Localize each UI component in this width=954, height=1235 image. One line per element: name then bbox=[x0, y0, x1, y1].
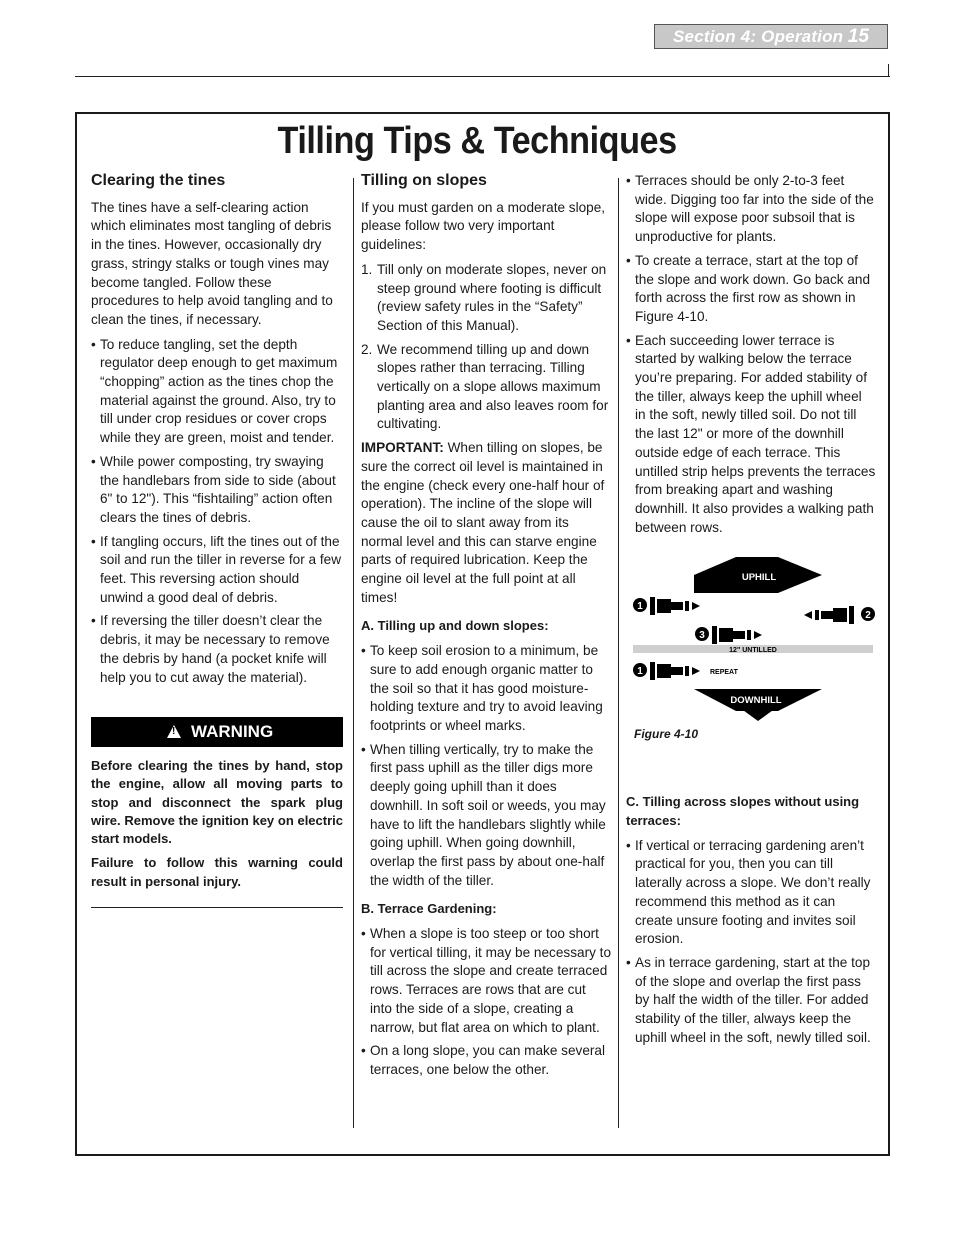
svg-text:2: 2 bbox=[865, 610, 871, 622]
page-title: Tilling Tips & Techniques bbox=[277, 120, 677, 162]
warning-paragraph: Before clearing the tines by hand, stop the engine, allow all moving parts to stop and disconnect the spark plug wire. Remove the ignition key on electric start models. bbox=[91, 758, 343, 847]
bullet-list bbox=[91, 336, 343, 688]
subheading-c: C. Tilling across slopes without using terraces: bbox=[626, 794, 860, 829]
downhill-label: DOWNHILL bbox=[730, 695, 782, 707]
important-note: IMPORTANT: When tilling on slopes, be sure the correct oil level is maintained in the engine (check every one-half hour of operation). The incline of the slope will cause the oil to slant away from its normal level and this can starve engine parts of required lubrication. Keep the engine oil level at the full point at all times! bbox=[361, 440, 605, 605]
subheading-a: A. Tilling up and down slopes: bbox=[361, 618, 549, 634]
untilled-label: 12" UNTILLED bbox=[729, 647, 777, 655]
column-divider-1 bbox=[353, 178, 354, 1128]
svg-text:3: 3 bbox=[699, 630, 705, 642]
list-item: • If reversing the tiller doesn’t clear the debris, it may be necessary to remove the debris by hand (a pocket knife will help you to cut away the material). bbox=[91, 612, 343, 687]
bullet-list bbox=[361, 642, 611, 890]
terrace-figure bbox=[626, 555, 876, 745]
tiller-icon bbox=[804, 606, 854, 624]
warning-text bbox=[91, 757, 343, 890]
uphill-label: UPHILL bbox=[741, 572, 777, 584]
numbered-item: 2. We recommend tilling up and down slopes rather than terracing. Tilling vertically on a slope allows maximum planting area and also leaves room for cultivating. bbox=[361, 341, 611, 435]
tiller-icon bbox=[650, 597, 700, 615]
list-item: • To keep soil erosion to a minimum, be sure to add enough organic matter to the soil so that it has good moisture-holding texture and try to avoid leaving footprints or wheel marks. bbox=[361, 642, 611, 736]
important-label: IMPORTANT: bbox=[361, 440, 444, 456]
terrace-diagram bbox=[626, 555, 876, 745]
warning-banner bbox=[91, 717, 343, 747]
header-rule bbox=[75, 76, 890, 77]
list-item: • If vertical or terracing gardening aren’t practical for you, then you can till laterally across a slope. We don’t really recommend this method as it can create unsure footing and invites soil erosion. bbox=[626, 837, 876, 949]
warning-label: WARNING bbox=[191, 722, 274, 742]
warning-triangle-icon bbox=[167, 725, 181, 738]
bullet-list bbox=[626, 172, 876, 537]
tiller-icon bbox=[650, 662, 700, 680]
section-heading: Tilling on slopes bbox=[361, 172, 487, 189]
repeat-label: REPEAT bbox=[710, 669, 738, 677]
list-item: • When a slope is too steep or too short for vertical tilling, it may be necessary to till across the slope and create terraced rows. Terraces are rows that are cut into the side of a slope, creating a narrow, but flat area on which to plant. bbox=[361, 925, 611, 1037]
subheading-b: B. Terrace Gardening: bbox=[361, 901, 497, 917]
svg-text:1: 1 bbox=[637, 666, 643, 678]
intro-paragraph: The tines have a self-clearing action which eliminates most tangling of debris in the tines. However, occasionally dry grass, stringy stalks or tough vines may become tangled. Follow these procedures to help avoid tangling and to clean the tines, if necessary. bbox=[91, 199, 333, 327]
column-divider-2 bbox=[618, 178, 619, 1128]
list-item: • To create a terrace, start at the top of the slope and work down. Go back and forth across the first row as shown in Figure 4-10. bbox=[626, 252, 876, 327]
list-item: • As in terrace gardening, start at the top of the slope and overlap the first pass by half the width of the tiller. For added stability of the tiller, always keep the uphill wheel in the soft, newly tilled soil. bbox=[626, 954, 876, 1048]
intro-paragraph: If you must garden on a moderate slope, please follow two very important guidelines: bbox=[361, 199, 606, 253]
list-item: • To reduce tangling, set the depth regulator deep enough to get maximum “chopping” action as the tines chop the material against the ground. Also, try to till under crop residues or cover crops while they are green, moist and tender. bbox=[91, 336, 343, 448]
tiller-icon bbox=[712, 626, 762, 644]
numbered-list bbox=[361, 261, 611, 434]
column-terraces bbox=[626, 172, 876, 1053]
section-heading: Clearing the tines bbox=[91, 172, 226, 189]
list-item: • While power composting, try swaying the handlebars from side to side (about 6" to 12"). This “fishtailing” action often clears the tines of debris. bbox=[91, 453, 343, 528]
list-item: • On a long slope, you can make several terraces, one below the other. bbox=[361, 1042, 611, 1079]
page-number: 15 bbox=[847, 26, 869, 47]
bullet-list bbox=[361, 925, 611, 1080]
warning-bottom-rule bbox=[91, 907, 343, 908]
column-clearing-tines bbox=[91, 172, 343, 908]
numbered-item: 1. Till only on moderate slopes, never on steep ground where footing is difficult (review safety rules in the “Safety” Section of this Manual). bbox=[361, 261, 611, 336]
bullet-list bbox=[626, 837, 876, 1048]
section-header-badge bbox=[654, 24, 888, 49]
list-item: • Each succeeding lower terrace is started by walking below the terrace you’re preparing. For added stability of the tiller, always keep the uphill wheel in the soft, newly tilled soil. Do not till the last 12" or more of the downhill outside edge of each terrace. This untilled strip helps prevents the terraces from breaking apart and washing downhill. It also provides a walking path between rows. bbox=[626, 332, 876, 538]
column-tilling-slopes bbox=[361, 172, 611, 1085]
list-item: • Terraces should be only 2-to-3 feet wide. Digging too far into the side of the slope will expose poor subsoil that is unproductive for plants. bbox=[626, 172, 876, 247]
list-item: • When tilling vertically, try to make the first pass uphill as the tiller digs more deeply going uphill than it does downhill. In soft soil or weeds, you may have to lift the handlebars slightly while going uphill. When going downhill, overlap the first pass by about one-half the width of the tiller. bbox=[361, 741, 611, 891]
list-item: • If tangling occurs, lift the tines out of the soil and run the tiller in reverse for a few feet. This reversing action should unwind a good deal of debris. bbox=[91, 533, 343, 608]
header-rule-tick bbox=[888, 64, 889, 77]
section-label: Section 4: Operation bbox=[673, 27, 844, 46]
figure-caption: Figure 4-10 bbox=[634, 727, 699, 742]
svg-text:1: 1 bbox=[637, 601, 643, 613]
warning-paragraph: Failure to follow this warning could result in personal injury. bbox=[91, 855, 343, 889]
